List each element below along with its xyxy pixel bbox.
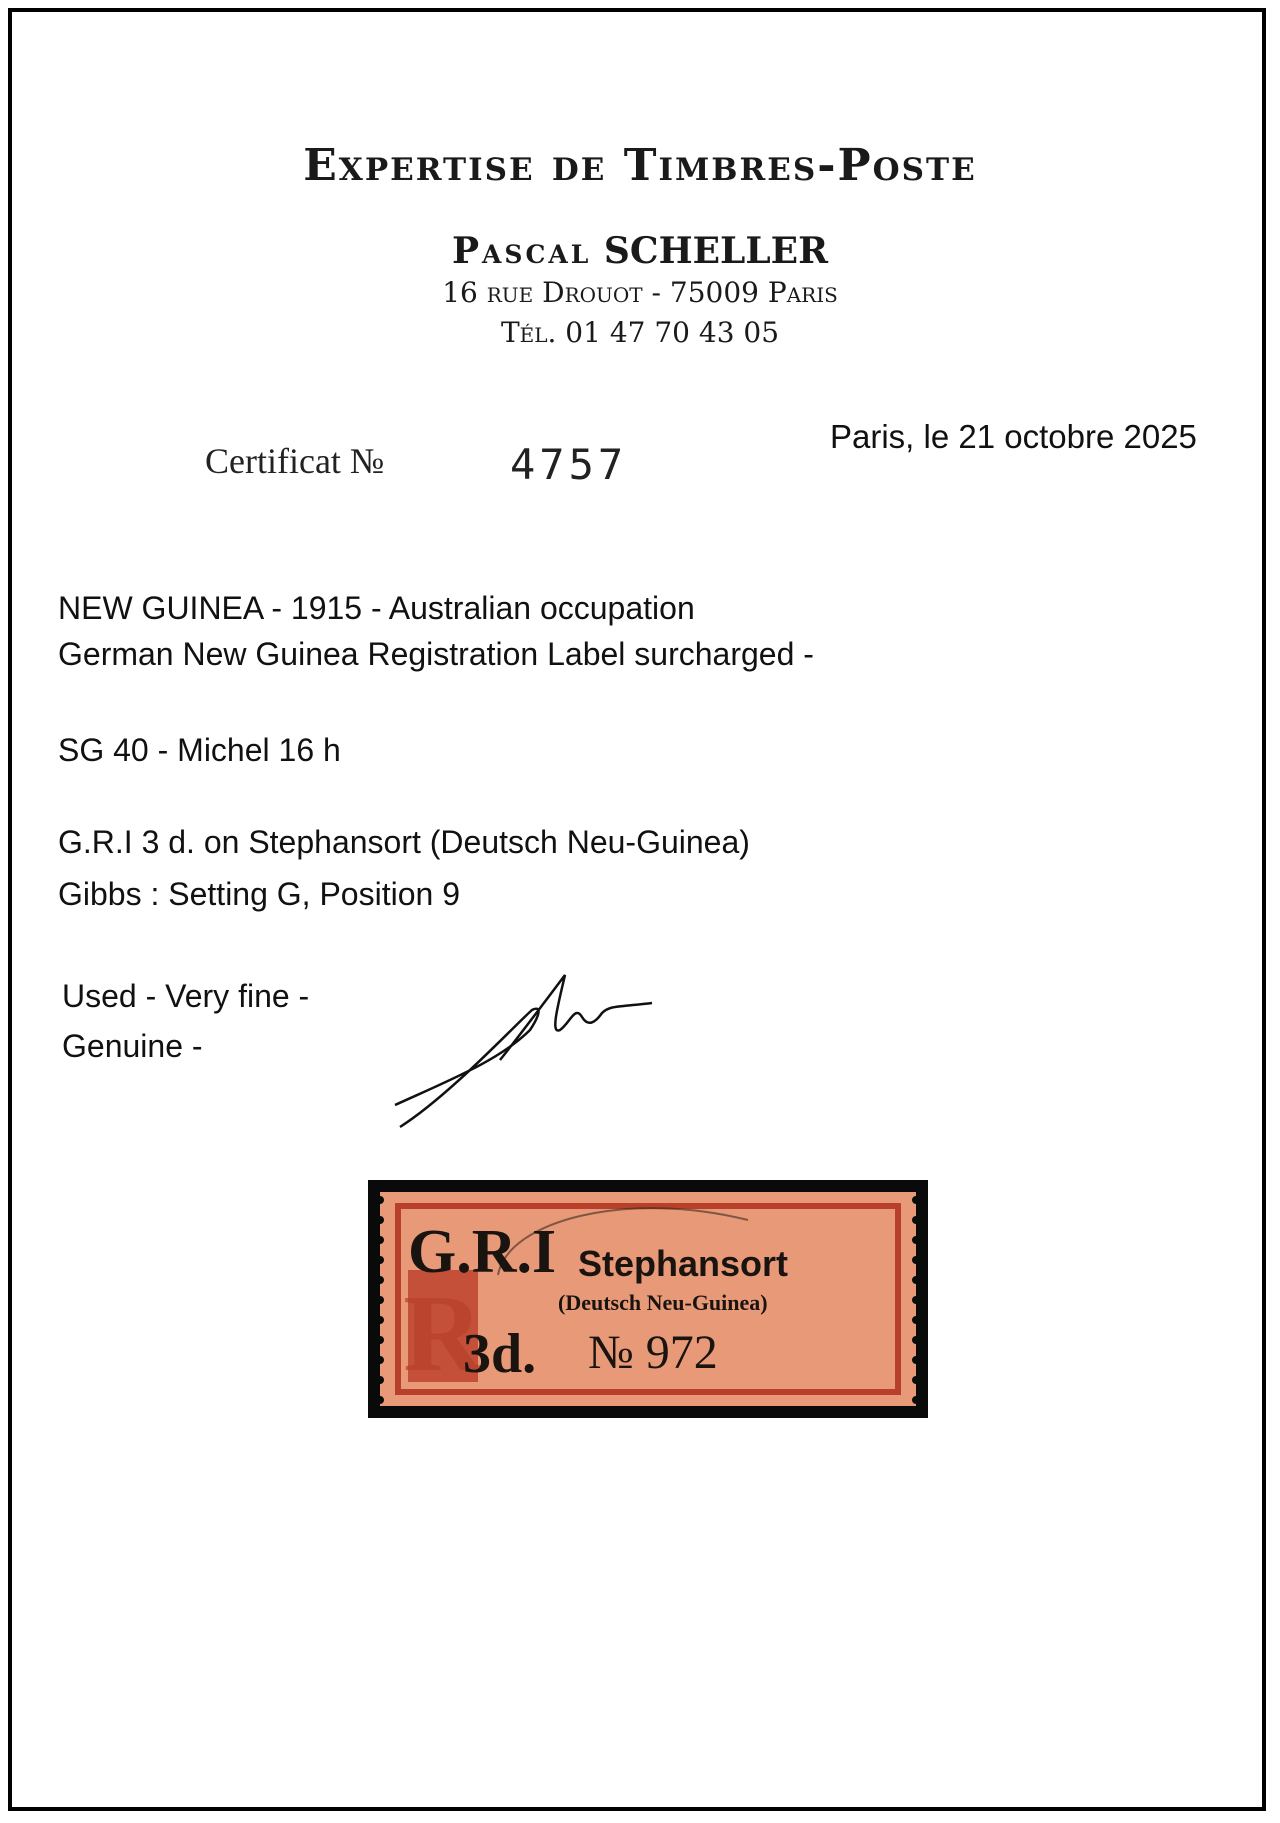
certificate-number: 4757 — [510, 440, 628, 489]
stamp-overprint: G.R.I — [408, 1218, 557, 1286]
expert-phone: Tél. 01 47 70 43 05 — [500, 316, 780, 349]
stamp-letter: R — [403, 1272, 483, 1394]
condition-text: Used - Very fine - — [62, 978, 310, 1014]
stamp-value: 3d. — [463, 1323, 537, 1385]
signature — [390, 965, 660, 1135]
expert-name — [0, 230, 1280, 272]
description-line: German New Guinea Registration Label surcharged - — [58, 636, 814, 672]
description-line: G.R.I 3 d. on Stephansort (Deutsch Neu-Guinea) — [58, 824, 750, 860]
description-line: NEW GUINEA - 1915 - Australian occupation — [58, 590, 695, 626]
expert-last-name: SCHELLER — [603, 230, 829, 272]
certificate-title: Expertise de Timbres-Poste — [303, 140, 977, 191]
stamp-number: № 972 — [588, 1326, 718, 1379]
genuine-text: Genuine - — [62, 1028, 203, 1064]
catalogue-numbers: SG 40 - Michel 16 h — [58, 732, 341, 768]
certificate-date: Paris, le 21 octobre 2025 — [830, 418, 1197, 455]
registration-label-stamp — [368, 1180, 928, 1418]
certificate-label: Certificat № — [205, 441, 385, 481]
stamp-region: (Deutsch Neu-Guinea) — [558, 1290, 768, 1315]
expert-address: 16 rue Drouot - 75009 Paris — [442, 276, 838, 309]
stamp-town: Stephansort — [578, 1243, 789, 1284]
expert-first-name: Pascal — [451, 230, 592, 272]
description-line: Gibbs : Setting G, Position 9 — [58, 876, 460, 912]
